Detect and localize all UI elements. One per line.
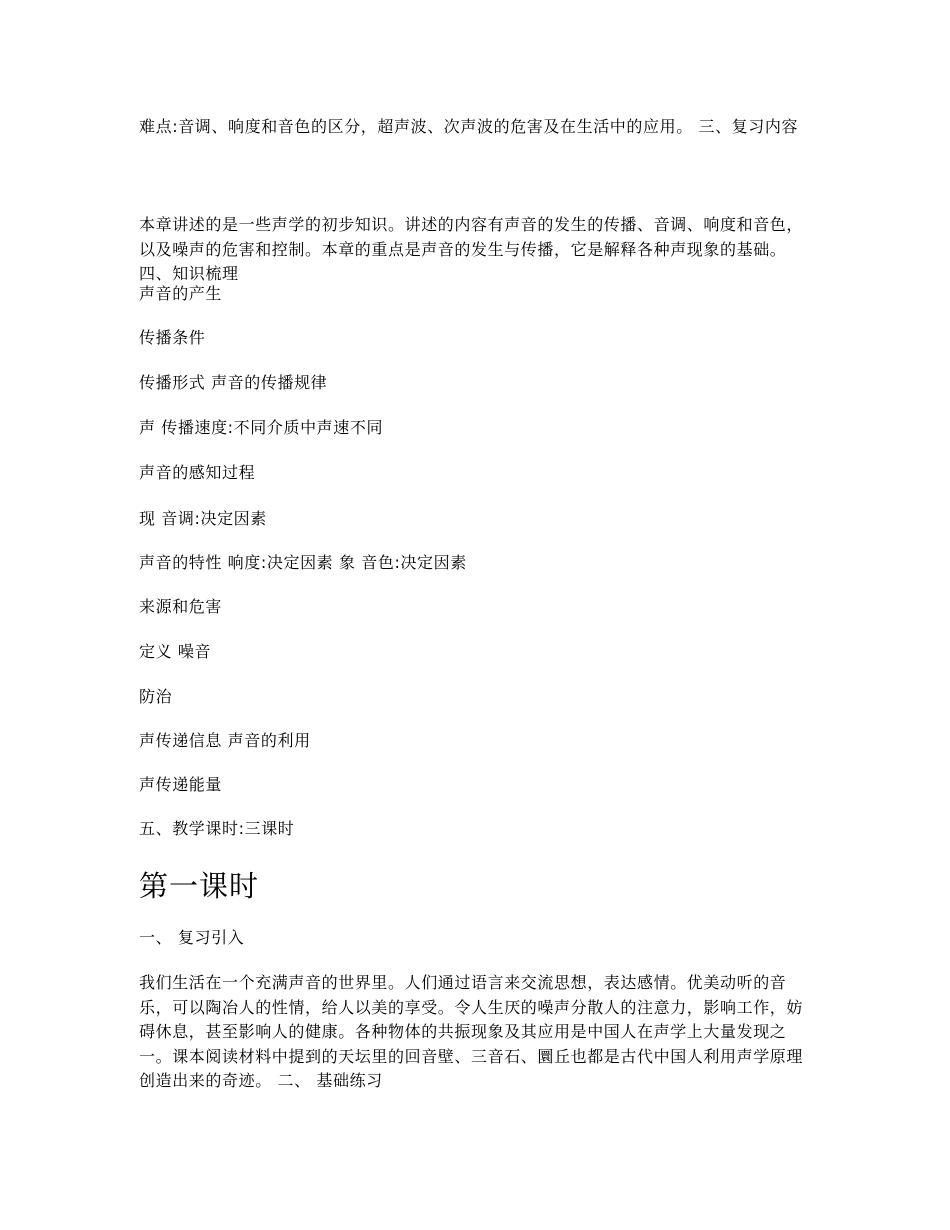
outline-item-perception: 声音的感知过程 xyxy=(139,463,256,482)
paragraph-chapter-summary: 本章讲述的是一些声学的初步知识。讲述的内容有声音的发生的传播、音调、响度和音色，以及噪声的危害和控制。本章的重点是声音的发生与传播，它是解释各种声现象的基础。 四、知识梳理 xyxy=(139,215,804,283)
outline-item-sound-energy: 声传递能量 xyxy=(139,775,223,794)
paragraph-difficulties: 难点:音调、响度和音色的区分，超声波、次声波的危害及在生活中的应用。 三、复习内容 xyxy=(139,117,799,136)
outline-item-propagation-form: 传播形式 声音的传播规律 xyxy=(139,373,328,392)
outline-item-sound-info: 声传递信息 声音的利用 xyxy=(139,731,311,750)
outline-item-propagation-conditions: 传播条件 xyxy=(139,328,206,347)
lesson-subheading: 一、 复习引入 xyxy=(139,928,245,947)
outline-item-noise-definition: 定义 噪音 xyxy=(139,642,212,661)
lesson-heading: 第一课时 xyxy=(139,869,260,903)
outline-item-noise-prevention: 防治 xyxy=(139,687,173,706)
outline-item-propagation-speed: 声 传播速度:不同介质中声速不同 xyxy=(139,418,384,437)
outline-item-noise-source: 来源和危害 xyxy=(139,597,223,616)
paragraph-lesson-hours: 五、教学课时:三课时 xyxy=(139,819,295,838)
outline-item-sound-origin: 声音的产生 xyxy=(139,284,223,303)
outline-item-characteristics: 声音的特性 响度:决定因素 象 音色:决定因素 xyxy=(139,553,467,572)
outline-item-pitch: 现 音调:决定因素 xyxy=(139,509,267,528)
lesson-intro-paragraph: 我们生活在一个充满声音的世界里。人们通过语言来交流思想，表达感情。优美动听的音乐，可以陶冶人的性情，给人以美的享受。令人生厌的噪声分散人的注意力，影响工作，妨碍休息，甚至影响人的健康。各种物体的共振现象及其应用是中国人在声学上大量发现之一。课本阅读材料中提到的天坛里的回音壁、三音石、圜丘也都是古代中国人利用声学原理创造出来的奇迹。 二、 基础练习 xyxy=(139,973,804,1090)
